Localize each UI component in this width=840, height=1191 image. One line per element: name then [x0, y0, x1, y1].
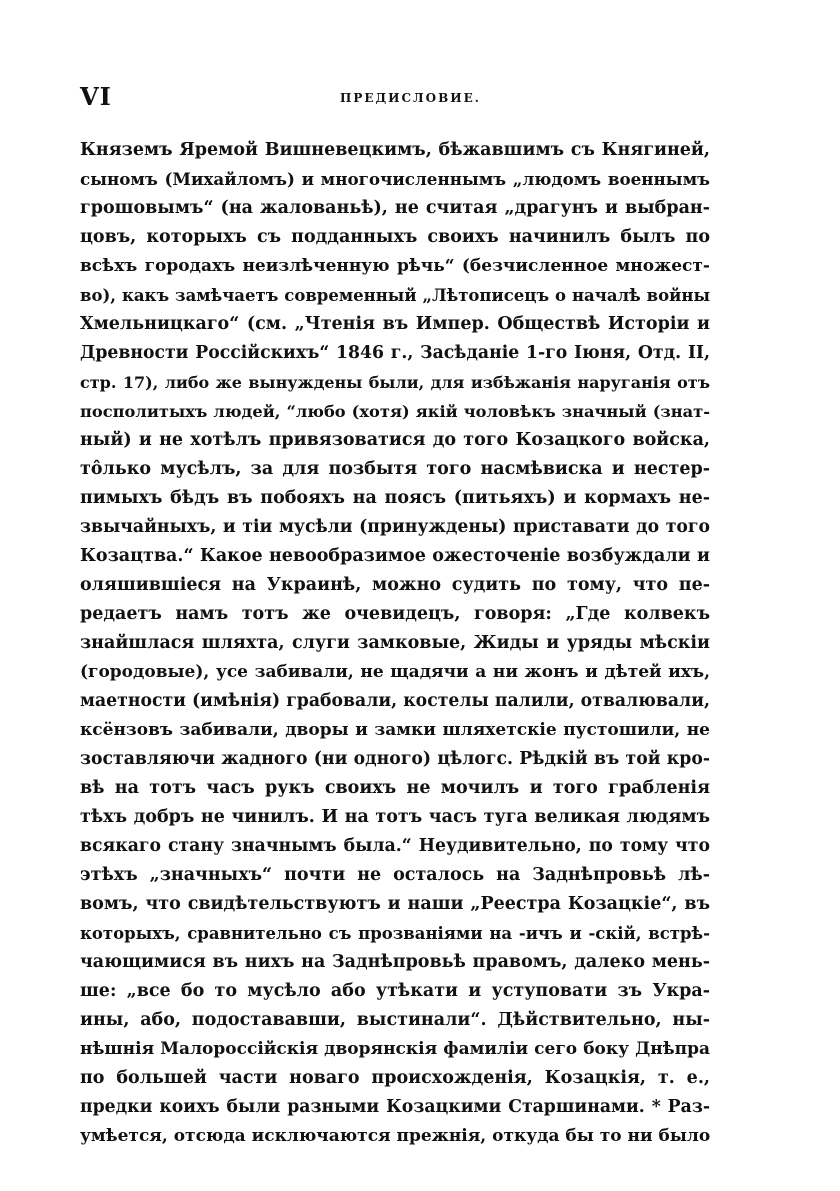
text-line: вѣ на тотъ часъ рукъ своихъ не мочилъ и того грабленія [80, 778, 710, 798]
text-line: Древности Россійскихъ“ 1846 г., Засѣданіе 1-го Іюня, Отд. II, [80, 343, 710, 363]
text-line: ксёнзовъ забивали, дворы и замки шляхетскіе пустошили, не [80, 720, 710, 740]
text-line: нѣшнія Малороссійскія дворянскія фамиліи сего боку Днѣпра [80, 1039, 710, 1059]
text-line: зоставляючи жадного (ни одного) цѣлогс. Рѣдкій въ той кро- [80, 749, 710, 769]
text-line: во), какъ замѣчаетъ современный „Лѣтописецъ о началѣ войны [80, 286, 710, 305]
text-line: звычайныхъ, и тіи мусѣли (принуждены) приставати до того [80, 517, 710, 537]
text-line: знайшлася шляхта, слуги замковые, Жиды и уряды мѣскіи [80, 633, 710, 653]
text-line: пимыхъ бѣдъ въ побояхъ на поясъ (питьяхъ) и кормахъ не- [80, 488, 710, 508]
text-line: вомъ, что свидѣтельствуютъ и наши „Реестра Козацкіе“, въ [80, 894, 710, 914]
text-line: оляшившіеся на Украинѣ, можно судить по тому, что пе- [80, 575, 710, 595]
text-line: этѣхъ „значныхъ“ почти не осталось на Заднѣпровьѣ лѣ- [80, 865, 710, 885]
page-header [80, 82, 720, 118]
text-line: всякаго стану значнымъ была.“ Неудивительно, по тому что [80, 836, 710, 856]
text-line: по большей части новаго происхожденія, Козацкія, т. е., [80, 1068, 710, 1088]
text-line: чающимися въ нихъ на Заднѣпровьѣ правомъ, далеко мень- [80, 952, 710, 972]
text-line: посполитыхъ людей, “любо (хотя) якій чоловѣкъ значный (знат- [80, 402, 710, 421]
text-line: которыхъ, сравнительно съ прозваніями на -ичъ и -скій, встрѣ- [80, 924, 710, 943]
text-line: тѣхъ добръ не чинилъ. И на тотъ часъ туга великая людямъ [80, 807, 710, 827]
text-line: редаетъ намъ тотъ же очевидецъ, говоря: „Где колвекъ [80, 604, 710, 624]
text-line: ный) и не хотѣлъ привязоватися до того Козацкого войска, [80, 430, 710, 450]
text-line: (городовые), усе забивали, не щадячи а ни жонъ и дѣтей ихъ, [80, 662, 710, 682]
text-line: всѣхъ городахъ неизлѣченную рѣчь“ (безчисленное множест- [80, 256, 710, 276]
text-line: стр. 17), либо же вынуждены были, для избѣжанія наруганія отъ [80, 373, 710, 392]
page-number: VI [80, 82, 112, 111]
text-line: цовъ, которыхъ съ подданныхъ своихъ начинилъ былъ по [80, 227, 710, 247]
body-text [80, 136, 710, 1151]
text-line: тôлько мусѣлъ, за для позбытя того насмѣвиска и нестер- [80, 459, 710, 479]
text-line: умѣется, отсюда исключаются прежнія, откуда бы то ни было [80, 1126, 710, 1146]
text-line: грошовымъ“ (на жалованьѣ), не считая „драгунъ и выбран- [80, 198, 710, 218]
text-line: Хмельницкаго“ (см. „Чтенія въ Импер. Обществѣ Исторіи и [80, 314, 710, 334]
text-line: маетности (имѣнія) грабовали, костелы палили, отвалювали, [80, 691, 710, 711]
text-line: ше: „все бо то мусѣло або утѣкати и уступовати зъ Укра- [80, 981, 710, 1001]
text-line: Козацтва.“ Какое невообразимое ожесточеніе возбуждали и [80, 546, 710, 566]
text-line: ины, або, подостававши, выстинали“. Дѣйствительно, ны- [80, 1010, 710, 1030]
running-title: ПРЕДИСЛОВИЕ. [340, 91, 481, 105]
text-line: Княземъ Яремой Вишневецкимъ, бѣжавшимъ съ Княгиней, [80, 140, 710, 160]
text-line: предки коихъ были разными Козацкими Старшинами. * Раз- [80, 1097, 710, 1117]
text-line: сыномъ (Михайломъ) и многочисленнымъ „людомъ военнымъ [80, 169, 710, 189]
